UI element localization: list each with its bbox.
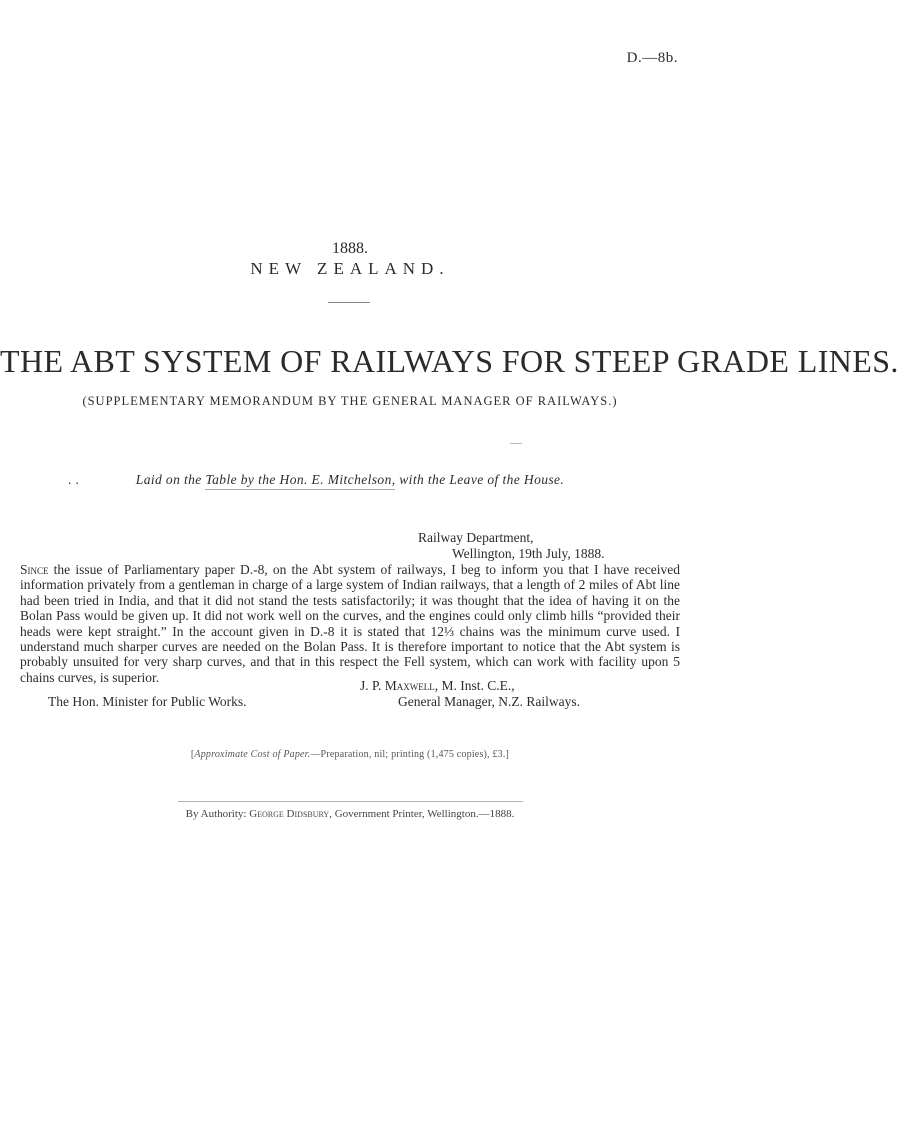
signer-surname: Maxwell <box>384 678 435 693</box>
subtitle: (SUPPLEMENTARY MEMORANDUM BY THE GENERAL MANAGER OF RAILWAYS.) <box>82 394 618 408</box>
addressee: The Hon. Minister for Public Works. <box>48 694 247 709</box>
letter-body <box>20 562 680 685</box>
cost-open: [ <box>190 749 195 760</box>
country-heading: NEW ZEALAND. <box>250 259 450 278</box>
printer-suffix: , Government Printer, Wellington.—1888. <box>329 808 515 820</box>
signer-suffix: , M. Inst. C.E., <box>434 678 515 693</box>
year: 1888. <box>332 240 368 257</box>
laid-on-table-line <box>0 472 700 488</box>
signature <box>360 678 515 694</box>
cost-note <box>0 749 700 760</box>
divider-faint <box>510 443 522 444</box>
printer-name: George Didsbury <box>249 808 330 820</box>
laid-text: Laid on the Table by the Hon. E. Mitchelson, with the Leave of the House. <box>135 472 565 487</box>
printer-prefix: By Authority: <box>185 808 250 820</box>
cost-label: Approximate Cost of Paper. <box>194 749 311 760</box>
cost-details: —Preparation, nil; printing (1,475 copies), £3.] <box>310 749 510 760</box>
letter-first-word: Since <box>20 562 49 577</box>
signer-initials: J. P. <box>360 678 382 693</box>
printer-imprint <box>0 808 700 820</box>
letter-date: Wellington, 19th July, 1888. <box>452 546 605 561</box>
footer-divider <box>178 801 523 802</box>
main-title: THE ABT SYSTEM OF RAILWAYS FOR STEEP GRADE LINES. <box>0 343 899 379</box>
letter-department: Railway Department, <box>418 530 534 545</box>
divider-long <box>205 489 395 490</box>
document-number: D.—8b. <box>626 50 678 66</box>
signer-title: General Manager, N.Z. Railways. <box>398 694 581 709</box>
divider-short <box>328 302 370 303</box>
laid-dots: . . <box>68 472 80 487</box>
letter-body-text: the issue of Parliamentary paper D.-8, on the Abt system of railways, I beg to inform you that I have received information privately from a gentleman in charge of a large system of Indian railways, that a length of 2 miles of Abt line had been tried in India, and that it did not stand the tests satisfactorily; it was thought that the idea of having it on the Bolan Pass would be given up. It did not work well on the curves, and the engines could only climb hills “provided their heads were kept straight.” In the account given in D.-8 it is stated that 12⅓ chains was the minimum curve used. I understand much sharper curves are needed on the Bolan Pass. It is therefore important to notice that the Abt system is probably unsuited for very sharp curves, and that in this respect the Fell system, which can work with facility upon 5 chains curves, is superior. <box>20 562 680 685</box>
